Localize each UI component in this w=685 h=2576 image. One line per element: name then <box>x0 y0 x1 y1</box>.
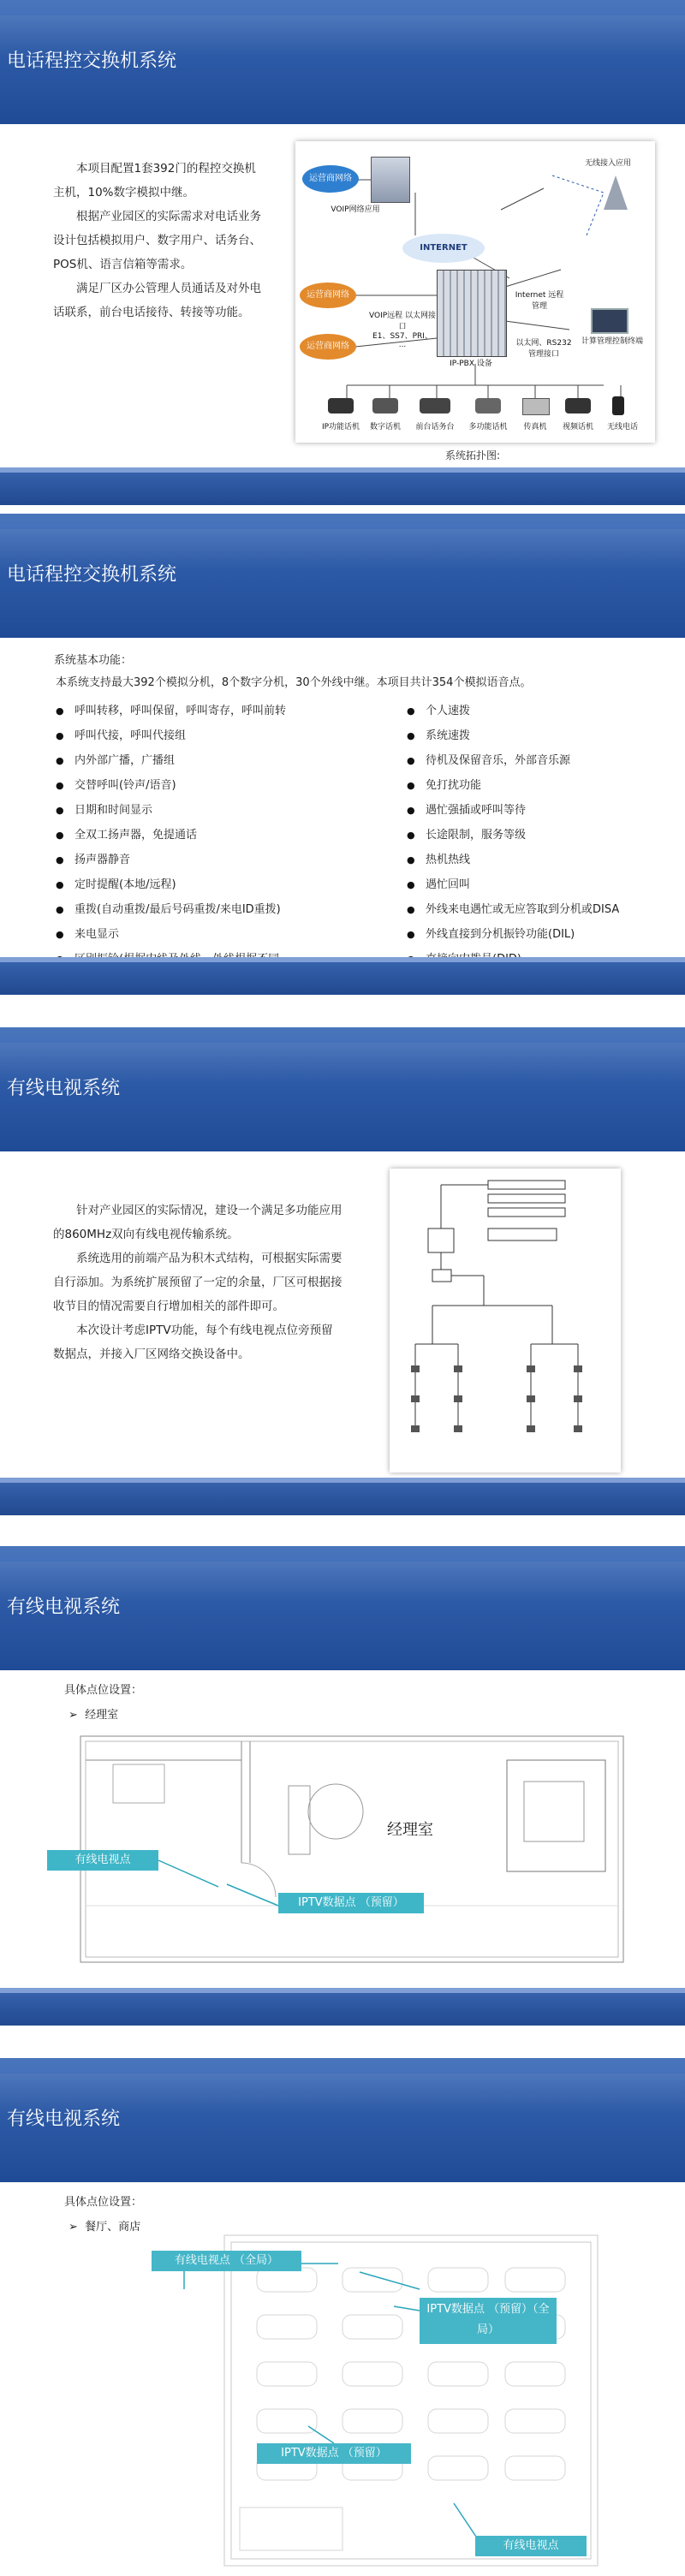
mgmt-terminal-label: 计算管理控制终端 <box>581 337 643 346</box>
list-item: ● 免打扰功能 <box>407 773 619 798</box>
iptv-point-callout: IPTV数据点 （预留） <box>257 2443 411 2464</box>
diagram-caption: 系统拓扑图: <box>445 449 501 461</box>
features-intro: 本系统支持最大392个模拟分机，8个数字分机，30个外线中继。本项目共计354个模拟语音点。 <box>56 676 532 689</box>
pbx-label: IP-PBX 设备 <box>450 360 492 368</box>
list-item: ● 全双工扬声器，免提通话 <box>56 823 286 848</box>
internet-cloud: INTERNET <box>402 234 485 263</box>
catv-point-callout: 有线电视点 （全局） <box>152 2251 301 2271</box>
iptv-point-callout: IPTV数据点 （预留） <box>278 1893 424 1913</box>
phone-icon <box>372 398 398 413</box>
slide-footer <box>0 467 685 505</box>
paragraph: 本项目配置1套392门的程控交换机主机，10%数字模拟中继。 <box>53 162 256 199</box>
carrier-network-cloud: 运营商网络 <box>300 334 356 360</box>
cell-tower-icon <box>604 176 628 210</box>
device-label: 前台话务台 <box>415 423 455 431</box>
bullet-label: 餐厅、商店 <box>85 2221 141 2234</box>
voip-interface-label: VOIP远程 以太网接口 <box>368 312 437 331</box>
slide-4 <box>0 1546 685 2026</box>
list-item: ● 系统速拨 <box>407 723 619 748</box>
phone-icon <box>475 398 501 413</box>
wireless-label: 无线接入应用 <box>584 159 631 168</box>
iptv-point-callout: IPTV数据点 （预留）（全局） <box>420 2298 557 2344</box>
list-item: ● 呼叫转移，呼叫保留，呼叫寄存，呼叫前转 <box>56 699 286 723</box>
list-item: ● 日期和时间显示 <box>56 798 286 823</box>
list-item: ● 热机热线 <box>407 848 619 872</box>
phone-icon <box>612 396 624 415</box>
server-icon <box>371 157 410 203</box>
list-item: ● 呼叫代接，呼叫代接组 <box>56 723 286 748</box>
slide-header <box>0 2058 685 2182</box>
phone-icon <box>420 398 450 413</box>
subtitle: 具体点位设置： <box>64 1684 143 1697</box>
slide-body-text <box>53 1199 344 1366</box>
catv-tree-lines <box>390 1169 621 1472</box>
catv-point-callout: 有线电视点 <box>47 1850 158 1871</box>
topology-diagram <box>295 141 655 443</box>
voip-label: VOIP网络应用 <box>331 205 380 214</box>
laptop-icon <box>591 308 628 334</box>
list-item: ● 外线直接到分机振铃功能(DIL) <box>407 922 619 947</box>
slide-footer <box>0 957 685 995</box>
features-title: 系统基本功能： <box>54 654 133 667</box>
floor-plan-lines <box>79 1734 625 1964</box>
catv-topology-diagram <box>390 1169 621 1472</box>
bullet-item <box>68 2217 140 2234</box>
floor-plan-lines <box>223 2234 599 2567</box>
list-item: ● 扬声器静音 <box>56 848 286 872</box>
list-item: ● 内外部广播，广播组 <box>56 748 286 773</box>
bullet-item <box>68 1705 118 1722</box>
device-label: 数字话机 <box>369 423 401 431</box>
feature-list-right <box>407 699 619 995</box>
device-label: 传真机 <box>523 423 547 431</box>
list-item: ● 长途限制，服务等级 <box>407 823 619 848</box>
slide-title: 有线电视系统 <box>7 1597 121 1618</box>
list-item: ● 外线来电遇忙或无应答取到分机或DISA <box>407 897 619 922</box>
device-label: 视频话机 <box>562 423 593 431</box>
pbx-cabinet-icon <box>437 270 507 357</box>
slide-2 <box>0 514 685 995</box>
phone-icon <box>565 398 591 413</box>
arrow-bullet-icon: ➢ <box>68 2221 86 2234</box>
feature-list-left <box>56 699 286 995</box>
slide-title: 电话程控交换机系统 <box>7 51 177 72</box>
list-item: ● 定时提醒(本地/远程) <box>56 872 286 897</box>
list-item: ● 重拨(自动重拨/最后号码重拨/来电ID重拨) <box>56 897 286 922</box>
remote-mgmt-label: Internet 远程管理 <box>515 291 564 311</box>
slide-header <box>0 514 685 638</box>
mgmt-interface-label: 以太网、RS232 管理接口 <box>515 339 572 359</box>
device-label: 多功能话机 <box>468 423 508 431</box>
fax-icon <box>522 398 550 415</box>
slide-title: 有线电视系统 <box>7 1078 121 1099</box>
slide-5 <box>0 2058 685 2576</box>
slide-title: 有线电视系统 <box>7 2109 121 2130</box>
slide-body-text <box>53 157 267 324</box>
slide-3 <box>0 1027 685 1515</box>
list-item: ● 来电显示 <box>56 922 286 947</box>
carrier-network-cloud: 运营商网络 <box>300 283 356 308</box>
paragraph: 系统选用的前端产品为积木式结构，可根据实际需要自行添加。为系统扩展预留了一定的余量，厂区可根据接收节目的情况需要自行增加相关的部件即可。 <box>53 1252 342 1313</box>
arrow-bullet-icon: ➢ <box>68 1709 86 1722</box>
paragraph: 针对产业园区的实际情况，建设一个满足多功能应用的860MHz双向有线电视传输系统。 <box>53 1204 342 1241</box>
trunk-label: E1、SS7、PRI、 ... <box>372 332 432 349</box>
phone-icon <box>328 398 354 413</box>
slide-1 <box>0 0 685 505</box>
slide-header <box>0 1546 685 1670</box>
paragraph: 满足厂区办公管理人员通话及对外电话联系，前台电话接待、转接等功能。 <box>53 282 261 319</box>
subtitle: 具体点位设置： <box>64 2196 143 2209</box>
paragraph: 根据产业园区的实际需求对电话业务设计包括模拟用户、数字用户、话务台、POS机、语言信箱等需求。 <box>53 210 261 271</box>
list-item: ● 待机及保留音乐，外部音乐源 <box>407 748 619 773</box>
slide-title: 电话程控交换机系统 <box>7 564 177 586</box>
device-label: 无线电话 <box>606 423 638 431</box>
bullet-label: 经理室 <box>85 1709 119 1722</box>
floor-plan <box>223 2234 599 2567</box>
carrier-network-cloud: 运营商网络 <box>302 165 359 193</box>
device-label: IP功能话机 <box>321 423 360 431</box>
list-item: ● 遇忙强插或呼叫等待 <box>407 798 619 823</box>
floor-plan <box>79 1734 625 1964</box>
catv-point-callout: 有线电视点 <box>475 2536 587 2556</box>
list-item: ● 交替呼叫(铃声/语音) <box>56 773 286 798</box>
slide-footer <box>0 1988 685 2026</box>
list-item: ● 个人速拨 <box>407 699 619 723</box>
paragraph: 本次设计考虑IPTV功能，每个有线电视点位旁预留数据点，并接入厂区网络交换设备中。 <box>53 1324 333 1361</box>
slide-header <box>0 0 685 124</box>
room-label: 经理室 <box>387 1821 433 1839</box>
slide-footer <box>0 1478 685 1515</box>
list-item: ● 遇忙回叫 <box>407 872 619 897</box>
slide-header <box>0 1027 685 1151</box>
